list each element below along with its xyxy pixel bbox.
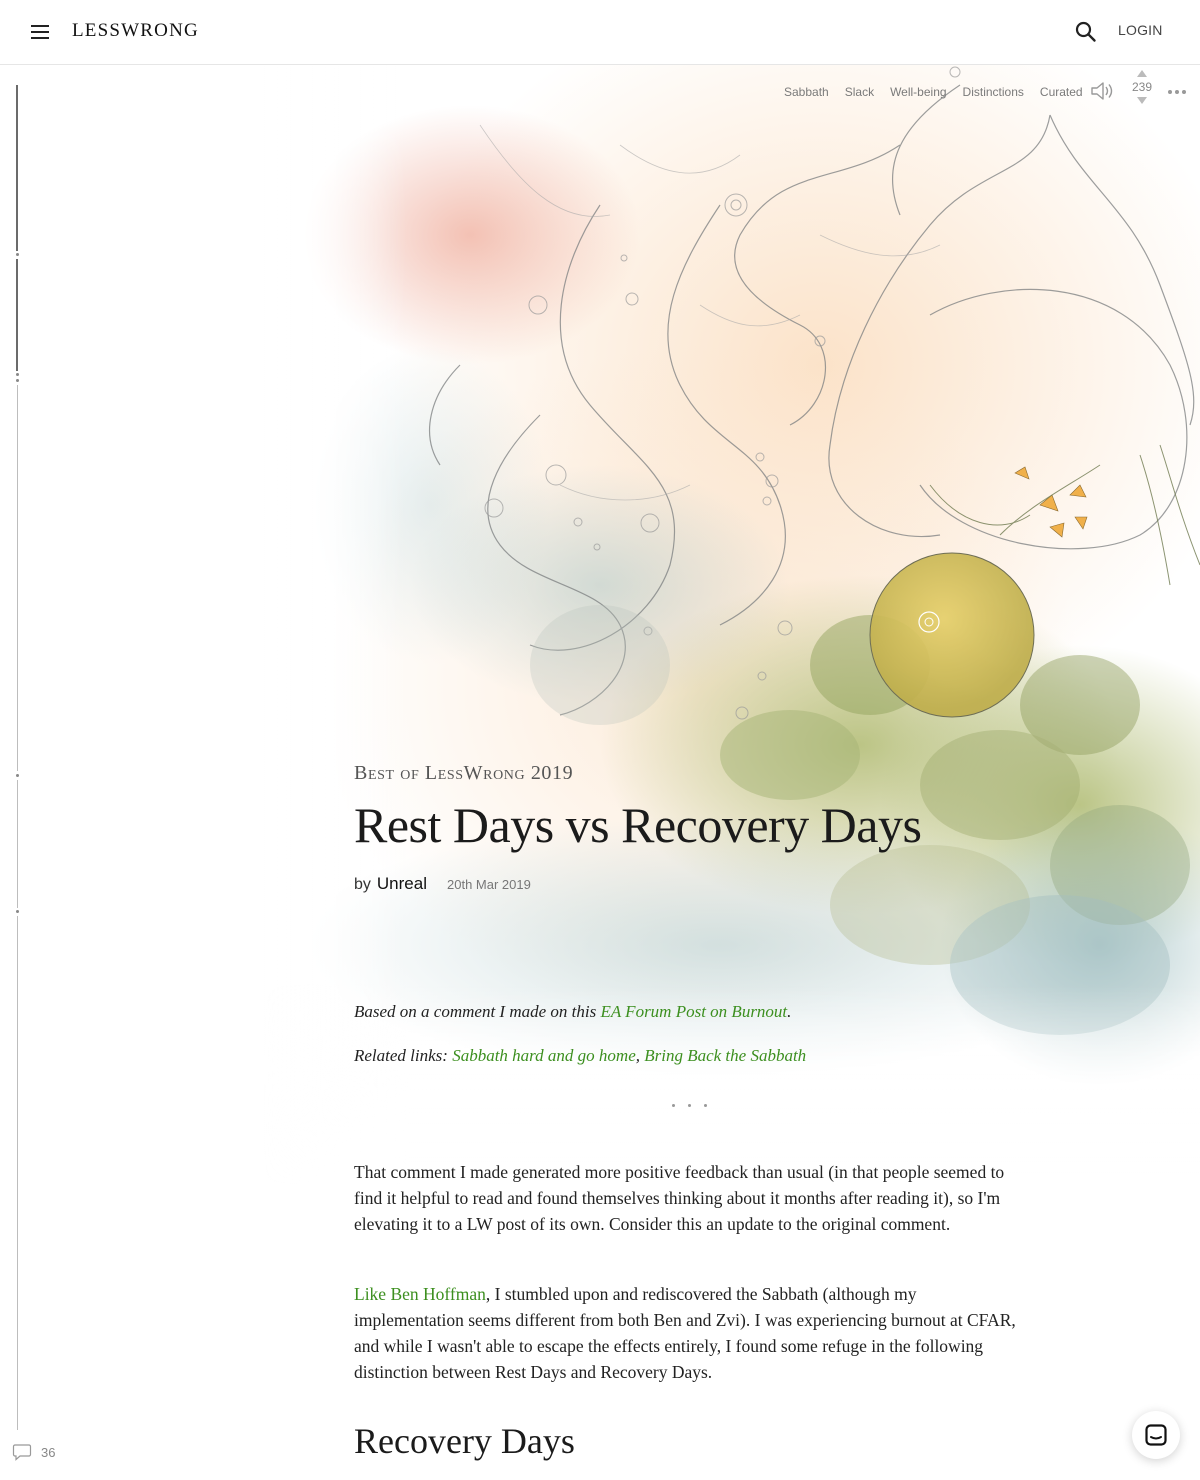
tag-well-being[interactable]: Well-being <box>890 85 947 99</box>
related-comma: , <box>635 1046 645 1065</box>
toc-section[interactable] <box>17 916 18 1430</box>
related-label: Related links: <box>354 1046 453 1065</box>
paragraph-text: , I stumbled upon and rediscovered the Sabbath (although my implementation seems different from both Ben and Zvi). I was experiencing burnout at CFAR, and while I wasn't able to escape the effects entirely, I found some refuge in the following distinction between Rest Days and Recovery Days. <box>354 1284 1016 1382</box>
section-separator <box>672 1104 707 1107</box>
body-paragraph <box>354 1281 1024 1385</box>
site-logo[interactable]: LESSWRONG <box>72 20 199 41</box>
intercom-chat-button[interactable] <box>1132 1411 1180 1459</box>
search-icon[interactable] <box>1072 18 1100 46</box>
byline <box>354 874 531 894</box>
post-title: Rest Days vs Recovery Days <box>354 797 922 853</box>
comment-icon <box>12 1443 32 1461</box>
tag-list <box>776 85 1091 99</box>
comments-count: 36 <box>41 1444 56 1460</box>
downvote-icon[interactable] <box>1137 97 1147 104</box>
menu-icon[interactable] <box>24 16 56 48</box>
section-heading: Recovery Days <box>354 1421 575 1461</box>
tag-distinctions[interactable]: Distinctions <box>962 85 1024 99</box>
table-of-contents-rail <box>16 85 22 1430</box>
tag-curated[interactable]: Curated <box>1039 85 1083 99</box>
toc-marker[interactable] <box>16 373 19 376</box>
toc-marker[interactable] <box>16 253 19 256</box>
intro-period: . <box>787 1002 792 1021</box>
ea-forum-link[interactable]: EA Forum Post on Burnout <box>600 1002 788 1021</box>
body-paragraph: That comment I made generated more positive feedback than usual (in that people seemed to find it helpful to read and found themselves thinking about it months after reading it), so I'm elevating it to a LW post of its own. Consider this an update to the original comment. <box>354 1162 1005 1234</box>
ben-hoffman-link[interactable]: Like Ben Hoffman <box>354 1284 486 1304</box>
login-button[interactable]: LOGIN <box>1118 22 1163 38</box>
upvote-icon[interactable] <box>1137 70 1147 77</box>
intro-text: Based on a comment I made on this <box>354 1002 601 1021</box>
more-options-icon[interactable] <box>1168 82 1190 102</box>
toc-section[interactable] <box>16 259 18 371</box>
tag-slack[interactable]: Slack <box>844 85 875 99</box>
toc-marker[interactable] <box>16 910 19 913</box>
collection-link[interactable]: Best of LessWrong 2019 <box>354 762 574 784</box>
post-date: 20th Mar 2019 <box>447 877 531 892</box>
toc-section[interactable] <box>17 385 18 771</box>
speaker-icon[interactable] <box>1089 79 1115 103</box>
related-links-paragraph <box>354 1046 806 1066</box>
toc-section-active[interactable] <box>16 85 18 251</box>
toc-marker[interactable] <box>16 379 19 382</box>
comments-link[interactable] <box>12 1443 55 1461</box>
by-label: by <box>354 876 371 893</box>
intro-paragraph <box>354 1002 791 1022</box>
toc-section[interactable] <box>17 780 18 908</box>
sabbath-hard-link[interactable]: Sabbath hard and go home <box>452 1046 636 1065</box>
author-link[interactable]: Unreal <box>376 874 427 893</box>
vote-score: 239 <box>1131 80 1153 94</box>
bring-back-sabbath-link[interactable]: Bring Back the Sabbath <box>644 1046 807 1065</box>
toc-marker[interactable] <box>16 774 19 777</box>
post-vote <box>1128 70 1156 118</box>
chat-icon <box>1144 1423 1168 1447</box>
top-app-bar <box>0 0 1200 65</box>
tag-sabbath[interactable]: Sabbath <box>784 85 829 99</box>
